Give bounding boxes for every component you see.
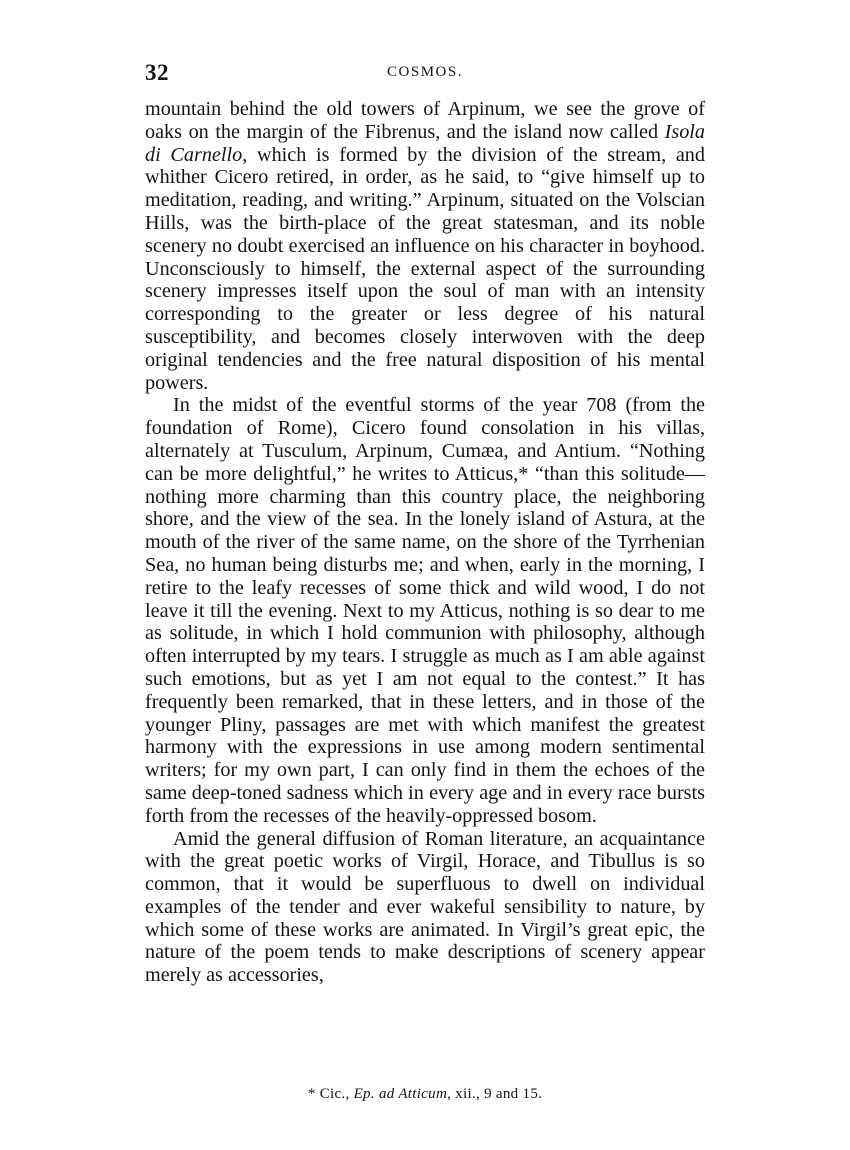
page-header [145,60,705,90]
running-title: COSMOS. [387,64,463,80]
place-name-italic: Isola di Carnello [145,120,705,166]
paragraph [145,98,705,394]
page-number: 32 [145,60,169,85]
footnote [145,1086,705,1103]
paragraph-text: In the midst of the eventful storms of the year 708 (from the foundation of Rome), Cicero found consolation in his villas, alternately at Tusculum, Arpinum, Cumæa, and Antium. “Nothing can be more delightful,” he writes to Atticus,* “than this solitude—nothing more charming than this country place, the neighboring shore, and the view of the sea. In the lonely island of Astura, at the mouth of the river of the same name, on the shore of the Tyrrhenian Sea, no human being disturbs me; and when, early in the morning, I retire to the leafy recesses of some thick and wild wood, I do not leave it till the evening. Next to my Atticus, nothing is so dear to me as solitude, in which I hold communion with philosophy, although often interrupted by my tears. I struggle as much as I am able against such emotions, but as yet I am not equal to the contest.” It has frequently been remarked, that in these letters, and in those of the younger Pliny, passages are met with which manifest the greatest harmony with the expressions in use among modern sentimental writers; for my own part, I can only find in them the echoes of the same deep-toned sadness which in every age and in every race bursts forth from the recesses of the heavily-oppressed bosom. [145,394,705,827]
footnote-prefix: Cic., [319,1086,354,1102]
footnote-marker: * [307,1086,316,1102]
paragraph-text: , which is formed by the division of the stream, and whither Cicero retired, in order, as he said, to “give himself up to meditation, reading, and writing.” Arpinum, situated on the Volscian Hills, was the birth-place of the great statesman, and its noble scenery no doubt exercised an influence on his character in boyhood. Unconsciously to himself, the external aspect of the surrounding scenery impresses itself upon the soul of man with an intensity corresponding to the greater or less degree of his natural susceptibility, and becomes closely interwoven with the deep original tendencies and the free natural disposition of his mental powers. [145,143,705,394]
paragraph-text: Amid the general diffusion of Roman literature, an acquaintance with the great poetic works of Virgil, Horace, and Tibullus is so common, that it would be superfluous to dwell on individual examples of the tender and ever wakeful sensibility to nature, by which some of these works are animated. In Virgil’s great epic, the nature of the poem tends to make descriptions of scenery appear merely as accessories, [145,827,705,987]
paragraph-text: mountain behind the old towers of Arpinum, we see the grove of oaks on the margin of the Fibrenus, and the island now called [145,98,705,143]
paragraph [145,394,705,827]
paragraph [145,828,705,988]
footnote-work-title: Ep. ad Atticum [353,1086,448,1102]
body-text [145,98,705,987]
footnote-suffix: , xii., 9 and 15. [447,1086,543,1102]
